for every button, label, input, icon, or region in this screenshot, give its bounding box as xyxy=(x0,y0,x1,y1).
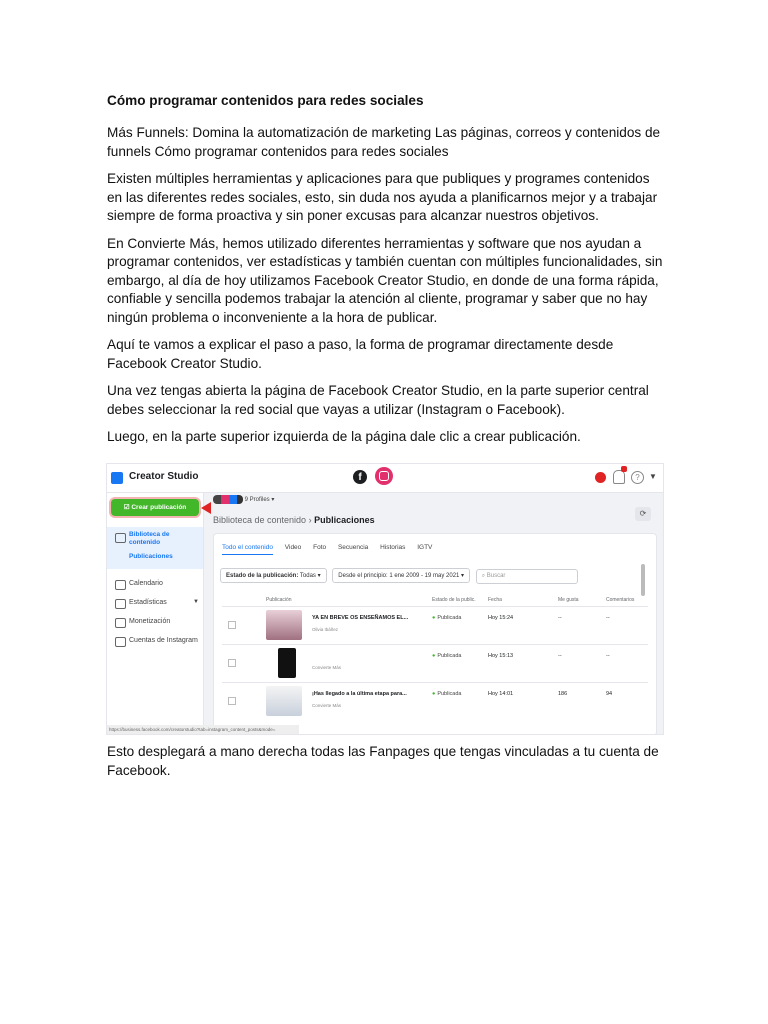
chevron-down-icon[interactable]: ▼ xyxy=(649,472,657,481)
monetization-icon xyxy=(115,618,126,628)
sidebar-item-instagram-accounts[interactable]: Cuentas de Instagram xyxy=(129,637,198,644)
sidebar-item-stats[interactable]: Estadísticas xyxy=(129,599,167,606)
sidebar-item-monetization[interactable]: Monetización xyxy=(129,618,171,625)
post-date: Hoy 15:13 xyxy=(488,653,514,659)
refresh-button[interactable]: ⟳ xyxy=(635,507,651,521)
sidebar-item-calendar[interactable]: Calendario xyxy=(129,580,163,587)
tab-igtv[interactable]: IGTV xyxy=(417,544,433,551)
paragraph: Más Funnels: Domina la automatización de marketing Las páginas, correos y contenidos de funnels Cómo programar contenidos para redes sociales xyxy=(107,125,661,159)
profile-avatar[interactable] xyxy=(595,472,606,483)
tab-video[interactable]: Video xyxy=(284,544,302,551)
row-checkbox[interactable] xyxy=(228,697,236,705)
calendar-icon xyxy=(115,580,126,590)
tab-sequence[interactable]: Secuencia xyxy=(337,544,369,551)
breadcrumb-current: Publicaciones xyxy=(314,515,375,525)
breadcrumb xyxy=(213,515,375,525)
profile-selector[interactable] xyxy=(213,495,274,504)
post-date: Hoy 15:24 xyxy=(488,615,514,621)
sidebar-item-library[interactable] xyxy=(107,527,203,569)
post-status: ● Publicada xyxy=(432,653,462,659)
tab-stories[interactable]: Historias xyxy=(380,544,406,551)
paragraph: Esto desplegará a mano derecha todas las Fanpages que tengas vinculadas a tu cuenta de Facebook. xyxy=(107,744,659,778)
post-title: YA EN BREVE OS ENSEÑAMOS EL... xyxy=(312,615,409,621)
library-icon xyxy=(115,533,126,543)
post-date: Hoy 14:01 xyxy=(488,691,514,697)
post-comments: -- xyxy=(606,615,610,621)
post-thumbnail xyxy=(266,610,302,640)
column-header: Publicación xyxy=(266,597,292,603)
post-thumbnail xyxy=(278,648,296,678)
table-row[interactable] xyxy=(222,606,648,643)
instagram-accounts-icon xyxy=(115,637,126,647)
profile-avatars xyxy=(213,495,243,504)
main-content xyxy=(211,493,659,734)
tab-photo[interactable]: Foto xyxy=(313,544,327,551)
status-filter[interactable] xyxy=(220,568,327,583)
table-row[interactable] xyxy=(222,682,648,719)
paragraph: Luego, en la parte superior izquierda de la página dale clic a crear publicación. xyxy=(107,429,581,444)
row-checkbox[interactable] xyxy=(228,621,236,629)
post-likes: 186 xyxy=(558,691,568,697)
breadcrumb-root[interactable]: Biblioteca de contenido xyxy=(213,515,307,525)
stats-icon xyxy=(115,599,126,609)
paragraph: Aquí te vamos a explicar el paso a paso, la forma de programar directamente desde Facebook Creator Studio. xyxy=(107,337,614,371)
tab-all-content[interactable]: Todo el contenido xyxy=(222,544,273,555)
post-author: Convierte Más xyxy=(312,703,342,708)
post-title: ¡Has llegado a la última etapa para... xyxy=(312,691,407,697)
profiles-label: 9 Profiles ▾ xyxy=(244,497,275,504)
status-filter-label: Estado de la publicación: xyxy=(226,573,299,579)
post-author: Convierte Más xyxy=(312,665,342,670)
post-likes: -- xyxy=(558,653,562,659)
breadcrumb-separator: › xyxy=(306,515,315,525)
chevron-down-icon[interactable]: ▼ xyxy=(193,599,199,605)
table-row[interactable] xyxy=(222,644,648,681)
column-header: Comentarios xyxy=(606,597,635,603)
paragraph: Una vez tengas abierta la página de Facebook Creator Studio, en la parte superior central debes seleccionar la red social que vayas a utilizar (Instagram o Facebook). xyxy=(107,383,649,417)
post-likes: -- xyxy=(558,615,562,621)
post-comments: 94 xyxy=(606,691,613,697)
post-author: Olivia Ibáñez xyxy=(312,627,339,632)
red-arrow-pointer-icon xyxy=(201,502,211,514)
filters xyxy=(220,568,578,584)
top-bar xyxy=(107,464,663,493)
notification-badge xyxy=(621,466,627,472)
search-input[interactable]: ⌕ Buscar xyxy=(476,569,578,584)
scrollbar[interactable] xyxy=(641,564,645,596)
post-status: ● Publicada xyxy=(432,691,462,697)
document-body-continued xyxy=(107,743,667,789)
content-panel xyxy=(213,533,657,735)
app-title: Creator Studio xyxy=(129,471,199,482)
sidebar-item-label: Biblioteca de contenido xyxy=(129,531,170,546)
sidebar-subitem-publications[interactable]: Publicaciones xyxy=(129,553,173,560)
column-header: Estado de la public. xyxy=(432,597,476,603)
creator-studio-logo-icon xyxy=(111,472,123,484)
post-status: ● Publicada xyxy=(432,615,462,621)
row-checkbox[interactable] xyxy=(228,659,236,667)
date-filter[interactable]: Desde el principio: 1 ene 2009 - 19 may 2021 ▾ xyxy=(332,568,470,583)
column-header: Me gusta xyxy=(558,597,579,603)
help-icon[interactable]: ? xyxy=(631,471,644,484)
instagram-icon[interactable] xyxy=(375,467,393,485)
post-comments: -- xyxy=(606,653,610,659)
bell-icon[interactable] xyxy=(613,470,625,484)
create-post-button[interactable]: ☑ Crear publicación xyxy=(111,499,199,516)
sidebar xyxy=(107,493,204,734)
paragraph: En Convierte Más, hemos utilizado diferentes herramientas y software que nos ayudan a programar contenidos, ver estadísticas y también cuentan con múltiples funcionalidades, sin embargo, al día de hoy utilizamos Facebook Creator Studio, en donde de una forma rápida, confiable y sencilla podemos trabajar la atención al cliente, programar y saber que no hay ningún problema o inconveniente a la hora de publicar. xyxy=(107,235,663,325)
document-body xyxy=(107,92,667,456)
post-thumbnail xyxy=(266,686,302,716)
paragraph: Existen múltiples herramientas y aplicaciones para que publiques y programes contenidos en las diferentes redes sociales, esto, sin duda nos ayuda a planificarnos mejor y a trabajar siempre de forma proactiva y sin poner excusas para alcanzar nuestros objetivos. xyxy=(107,171,658,223)
status-bar-url: https://business.facebook.com/creatorstudio?tab=instagram_content_posts&mode= xyxy=(107,725,299,734)
column-header: Fecha xyxy=(488,597,502,603)
facebook-icon[interactable]: f xyxy=(353,470,367,484)
status-filter-value: Todas ▾ xyxy=(299,573,321,579)
document-heading: Cómo programar contenidos para redes sociales xyxy=(107,93,424,108)
creator-studio-screenshot xyxy=(106,463,664,735)
content-tabs xyxy=(222,544,442,551)
